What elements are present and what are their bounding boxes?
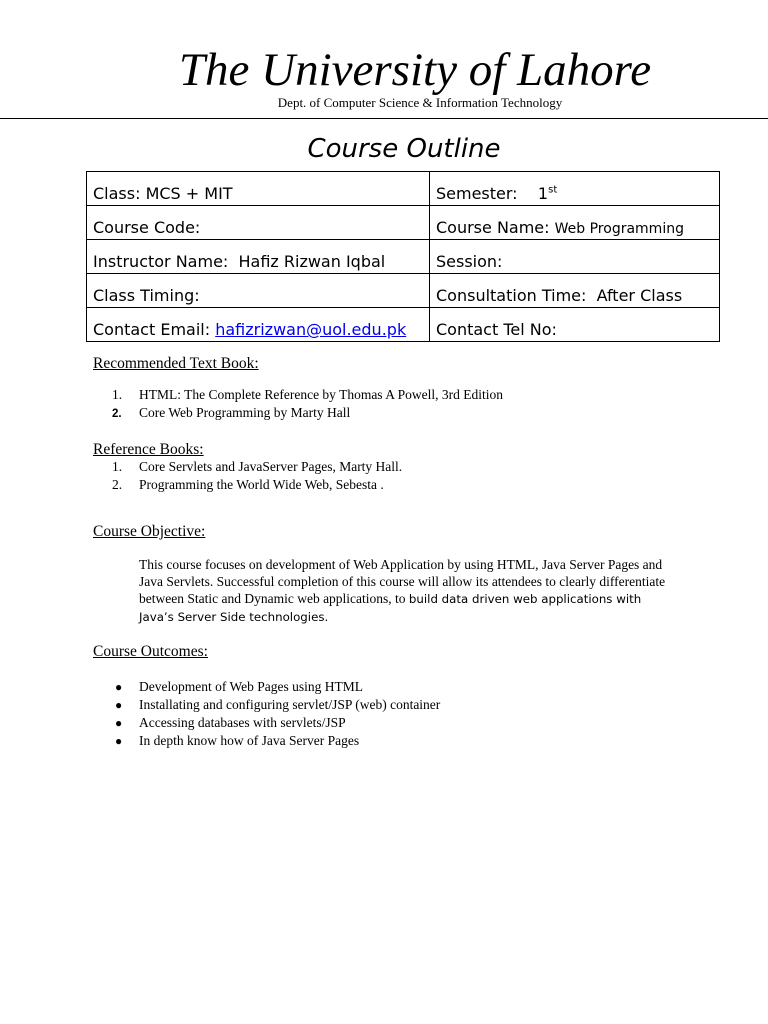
list-text: Development of Web Pages using HTML [139,679,364,694]
instructor-cell [87,240,430,274]
objective-text-tail: build data driven web applications with Java’s Server Side technologies. [139,592,642,624]
instructor-value: Hafiz Rizwan Iqbal [238,252,386,271]
tel-cell [430,308,720,342]
document-title: Course Outline [307,134,501,164]
list-text: Installating and configuring servlet/JSP (web) container [139,697,441,712]
course-info-table [86,171,720,342]
department-name: Dept. of Computer Science & Information Technology [277,95,563,110]
email-cell [87,308,430,342]
reference-heading: Reference Books: [93,441,204,458]
objective-heading: Course Objective: [93,523,206,540]
instructor-label: Instructor Name: [93,252,229,271]
course-name-label: Course Name: [436,218,550,237]
course-name-cell [430,206,720,240]
table-row [87,308,720,342]
class-cell [87,172,430,206]
list-number: 2. [112,408,122,420]
consultation-label: Consultation Time: [436,286,587,305]
bullet-icon: ● [115,716,123,730]
bullet-icon: ● [115,680,123,694]
semester-label: Semester: [436,184,518,203]
class-timing-cell [87,274,430,308]
class-label: Class: MCS + MIT [93,184,233,203]
university-title: The University of Lahore [178,44,652,96]
objective-paragraph [139,556,679,626]
table-row [87,172,720,206]
class-timing-label: Class Timing: [93,286,200,305]
bullet-icon: ● [115,734,123,748]
table-row [87,206,720,240]
semester-suffix: st [548,184,558,196]
list-item [115,696,440,714]
session-label: Session: [436,252,503,271]
recommended-heading: Recommended Text Book: [93,355,259,372]
outcomes-heading: Course Outcomes: [93,643,208,660]
list-number: 1. [112,387,123,402]
list-number: 1. [112,459,123,474]
header-divider [0,118,768,119]
course-name-value: Web Programming [554,221,684,237]
list-item [115,714,346,732]
consultation-cell [430,274,720,308]
email-link[interactable]: hafizrizwan@uol.edu.pk [215,320,407,339]
bullet-icon: ● [115,698,123,712]
table-row [87,274,720,308]
semester-cell [430,172,720,206]
objective-text: This course focuses on development of Web Application by using HTML, Java Server Pages and Java Servlets. Successful completion of this course will allow its attendees to clearly differentiate between Static and Dynamic web applications, to [139,557,666,606]
list-item [112,404,350,423]
list-text: Programming the World Wide Web, Sebesta . [139,477,384,492]
list-text: Accessing databases with servlets/JSP [139,715,346,730]
list-text: HTML: The Complete Reference by Thomas A Powell, 3rd Edition [139,387,503,402]
table-row [87,240,720,274]
email-label: Contact Email: [93,320,211,339]
list-item [112,458,402,476]
list-text: Core Servlets and JavaServer Pages, Marty Hall. [139,459,403,474]
course-code-cell [87,206,430,240]
session-cell [430,240,720,274]
tel-label: Contact Tel No: [436,320,557,339]
semester-value: 1 [537,184,549,203]
list-item [112,476,384,494]
course-code-label: Course Code: [93,218,201,237]
list-number: 2. [112,477,123,492]
list-item [115,732,359,750]
list-item [112,386,503,404]
list-text: In depth know how of Java Server Pages [139,733,360,748]
list-text: Core Web Programming by Marty Hall [139,405,351,420]
consultation-value: After Class [596,286,683,305]
list-item [115,678,363,696]
